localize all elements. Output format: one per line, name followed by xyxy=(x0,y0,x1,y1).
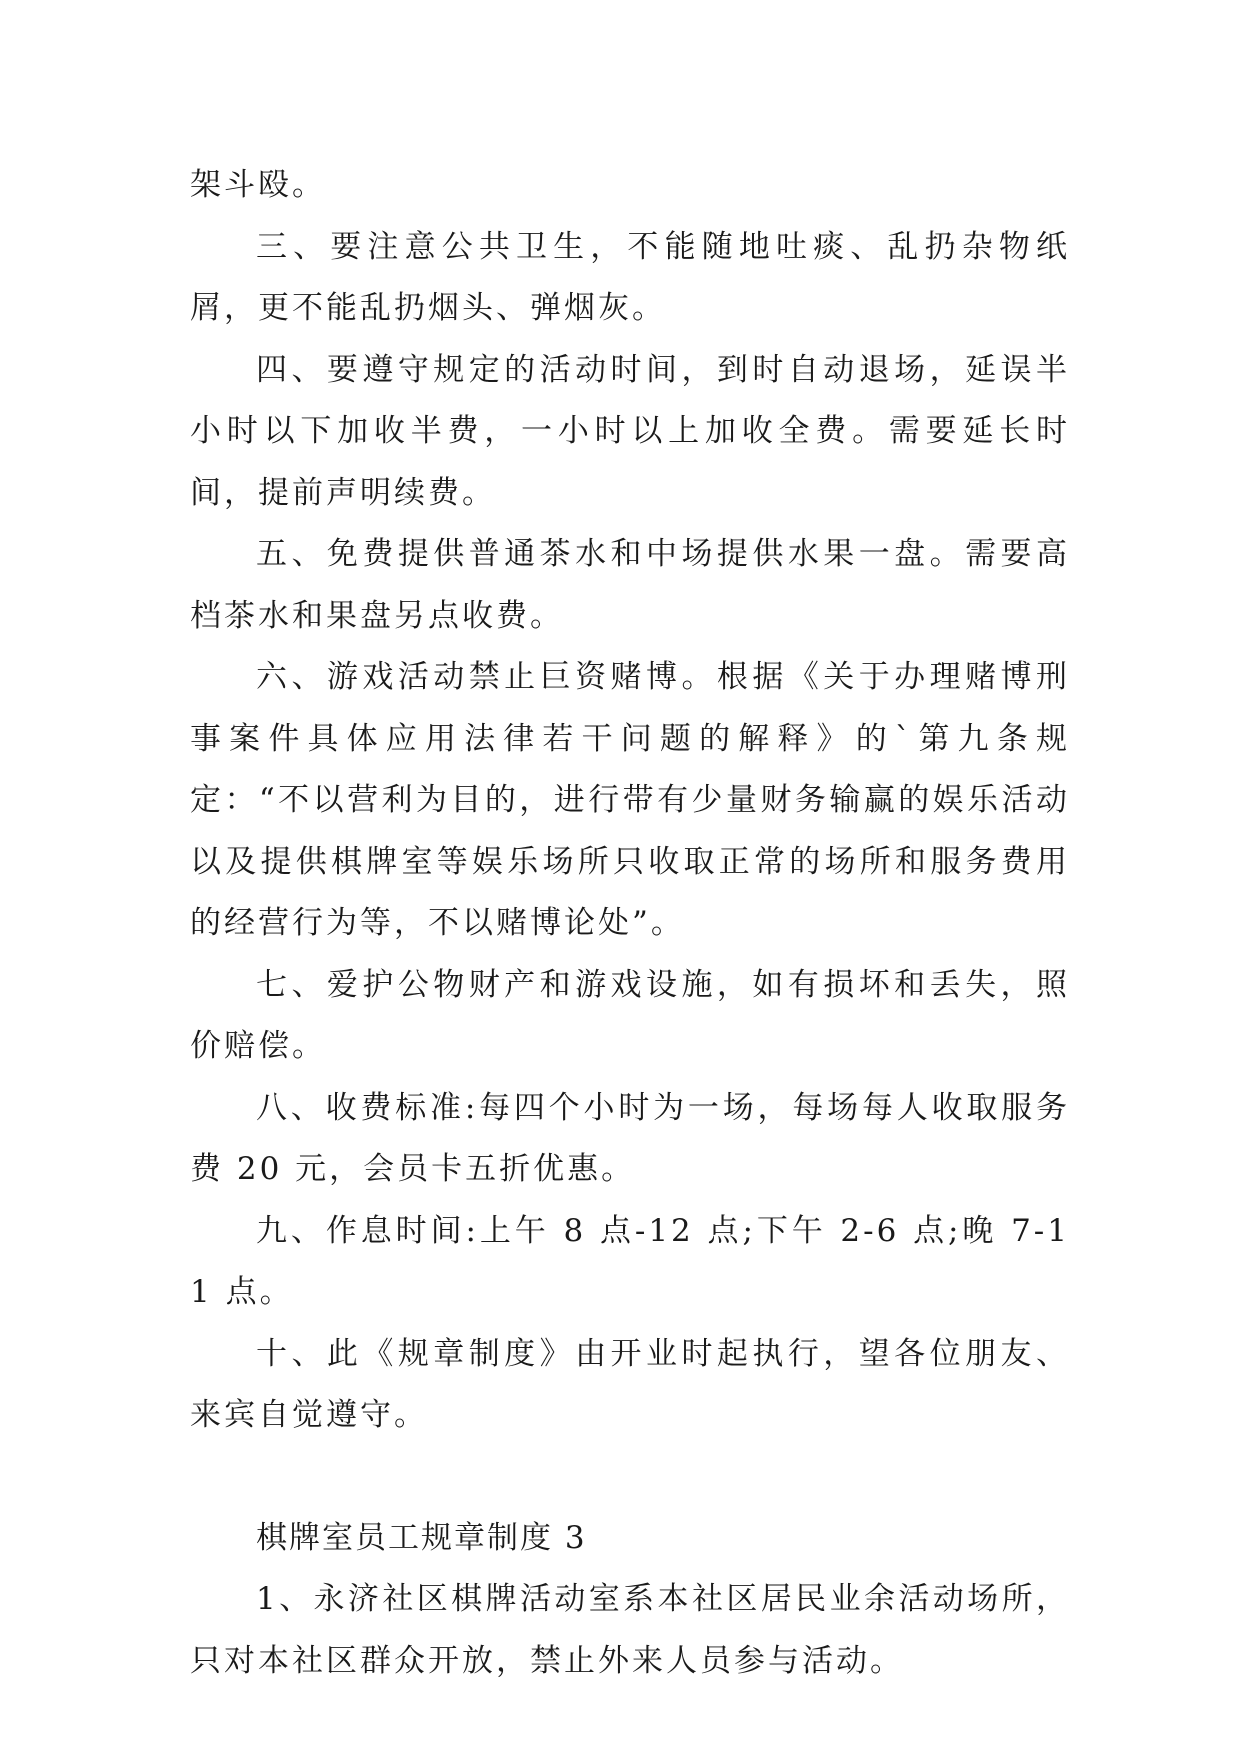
paragraph-rule-7: 七、爱护公物财产和游戏设施，如有损坏和丢失，照价赔偿。 xyxy=(190,966,1070,1064)
paragraph-rule-8: 八、收费标准:每四个小时为一场，每场每人收取服务费 20 元，会员卡五折优惠。 xyxy=(190,1089,1070,1187)
paragraph-rule-9: 九、作息时间:上午 8 点-12 点;下午 2-6 点;晚 7-11 点。 xyxy=(190,1212,1070,1310)
paragraph-staff-rule-1: 1、永济社区棋牌活动室系本社区居民业余活动场所，只对本社区群众开放，禁止外来人员参与活动。 xyxy=(190,1581,1070,1679)
paragraph-rule-4: 四、要遵守规定的活动时间，到时自动退场，延误半小时以下加收半费，一小时以上加收全费。需要延长时间，提前声明续费。 xyxy=(190,351,1070,511)
paragraph-rule-3: 三、要注意公共卫生，不能随地吐痰、乱扔杂物纸屑，更不能乱扔烟头、弹烟灰。 xyxy=(190,228,1070,326)
paragraph-rule-5: 五、免费提供普通茶水和中场提供水果一盘。需要高档茶水和果盘另点收费。 xyxy=(190,536,1070,634)
document-body xyxy=(190,155,1070,1692)
paragraph-rule-10: 十、此《规章制度》由开业时起执行，望各位朋友、来宾自觉遵守。 xyxy=(190,1335,1070,1433)
section-spacer xyxy=(190,1447,1070,1508)
paragraph-continuation: 架斗殴。 xyxy=(190,167,326,203)
section-title: 棋牌室员工规章制度 3 xyxy=(256,1519,587,1556)
paragraph-rule-6: 六、游戏活动禁止巨资赌博。根据《关于办理赌博刑事案件具体应用法律若干问题的解释》的`第九条规定：“不以营利为目的，进行带有少量财务输赢的娱乐活动以及提供棋牌室等娱乐场所只收取正常的场所和服务费用的经营行为等，不以赌博论处”。 xyxy=(190,659,1070,941)
